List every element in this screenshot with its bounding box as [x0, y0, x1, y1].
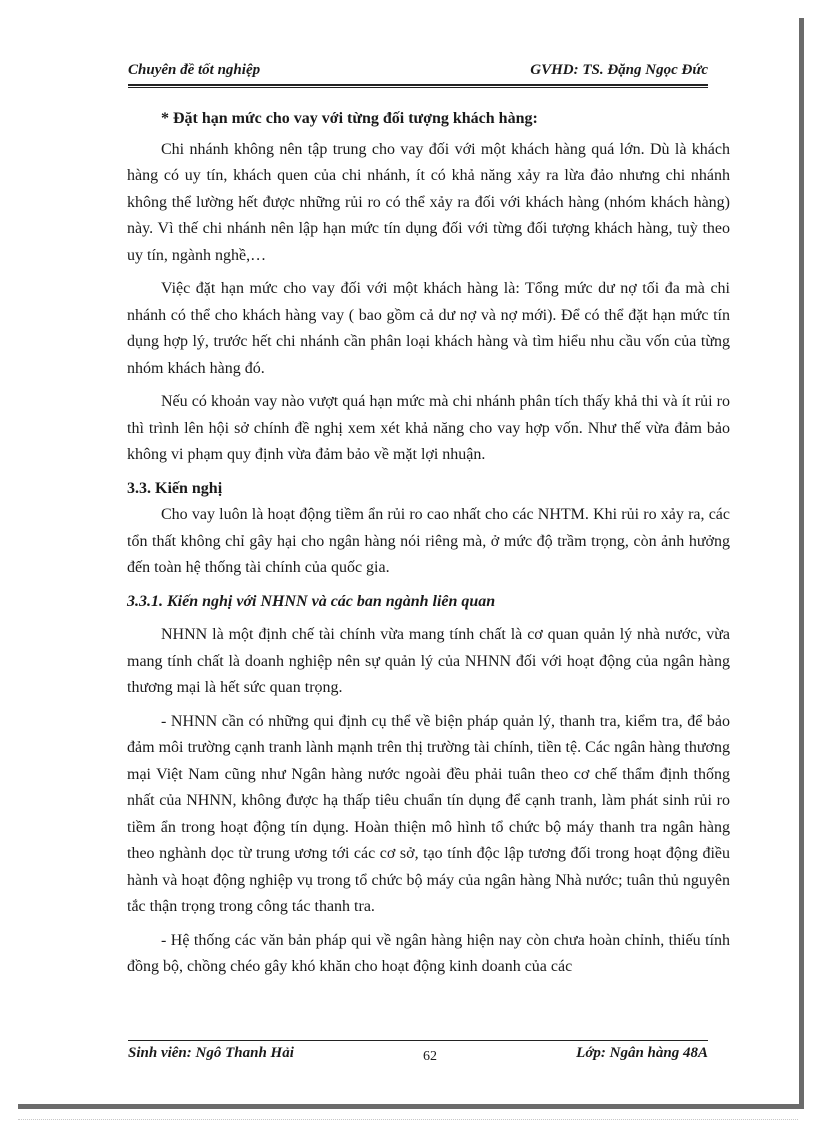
paragraph: Chi nhánh không nên tập trung cho vay đối với một khách hàng quá lớn. Dù là khách hàng có uy tín, khách quen của chi nhánh, ít có khả năng xảy ra lừa đảo nhưng chi nhánh không thể lường hết được những rủi ro có thể xảy ra đối với khách hàng (nhóm khách hàng) này. Vì thế chi nhánh nên lập hạn mức tín dụng đối với từng đối tượng khách hàng, tuỳ theo uy tín, ngành nghề,…: [127, 140, 730, 264]
paragraph: NHNN là một định chế tài chính vừa mang tính chất là cơ quan quản lý nhà nước, vừa mang tính chất là doanh nghiệp nên sự quản lý của NHNN đối với hoạt động của ngân hàng thương mại là hết sức quan trọng.: [127, 626, 730, 696]
page-header: [128, 62, 708, 82]
page-shadow-bottom: [18, 1104, 804, 1109]
paragraph: Nếu có khoản vay nào vượt quá hạn mức mà chi nhánh phân tích thấy khả thi và ít rủi ro thì trình lên hội sở chính đề nghị xem xét khả năng cho vay hợp vốn. Như thế vừa đảm bảo không vi phạm quy định vừa đảm bảo về mặt lợi nhuận.: [127, 393, 730, 463]
page-shadow-right: [799, 18, 804, 1108]
header-rule: [128, 84, 708, 88]
footer-rule: [128, 1040, 708, 1041]
footer-student: Sinh viên: Ngô Thanh Hải: [128, 1045, 294, 1061]
page-boundary-dotted: [18, 1119, 798, 1120]
page-footer: [128, 1045, 708, 1067]
paragraph: - Hệ thống các văn bản pháp qui về ngân hàng hiện nay còn chưa hoàn chỉnh, thiếu tính đồng bộ, chồng chéo gây khó khăn cho hoạt động kinh doanh của các: [127, 931, 730, 975]
footer-class: Lớp: Ngân hàng 48A: [576, 1045, 708, 1061]
subheading-credit-limit: * Đặt hạn mức cho vay với từng đối tượng khách hàng:: [161, 110, 538, 127]
header-title: Chuyên đề tốt nghiệp: [128, 62, 261, 78]
paragraph: Việc đặt hạn mức cho vay đối với một khách hàng là: Tổng mức dư nợ tối đa mà chi nhánh có thể cho khách hàng vay ( bao gồm cả dư nợ và nợ mới). Để có thể đặt hạn mức tín dụng hợp lý, trước hết chi nhánh cần phân loại khách hàng và tìm hiểu nhu cầu vốn của từng nhóm khách hàng đó.: [127, 280, 730, 377]
paragraph: Cho vay luôn là hoạt động tiềm ẩn rủi ro cao nhất cho các NHTM. Khi rủi ro xảy ra, các tổn thất không chỉ gây hại cho ngân hàng nói riêng mà, ở mức độ trầm trọng, còn ảnh hưởng đến toàn hệ thống tài chính của quốc gia.: [127, 506, 730, 576]
section-heading-3-3: 3.3. Kiến nghị: [127, 479, 223, 497]
paragraph: - NHNN cần có những qui định cụ thể về biện pháp quản lý, thanh tra, kiểm tra, để bảo đảm môi trường cạnh tranh lành mạnh trên thị trường tài chính, tiền tệ. Các ngân hàng thương mại Việt Nam cũng như Ngân hàng nước ngoài đều phải tuân theo cơ chế thẩm định thống nhất của NHNN, không được hạ thấp tiêu chuẩn tín dụng để cạnh tranh, làm phát sinh rủi ro tiềm ẩn trong hoạt động tín dụng. Hoàn thiện mô hình tổ chức bộ máy thanh tra ngân hàng theo nghành dọc từ trung ương tới các cơ sở, tạo tính độc lập tương đối trong hoạt động điều hành và hoạt động nghiệp vụ trong tổ chức bộ máy của ngân hàng Nhà nước; tuân thủ nguyên tắc thận trọng trong công tác thanh tra.: [127, 712, 730, 915]
page-number: 62: [423, 1049, 437, 1064]
section-heading-3-3-1: 3.3.1. Kiến nghị với NHNN và các ban ngành liên quan: [127, 592, 496, 610]
document-body: [127, 106, 730, 988]
header-advisor: GVHD: TS. Đặng Ngọc Đức: [530, 62, 708, 78]
